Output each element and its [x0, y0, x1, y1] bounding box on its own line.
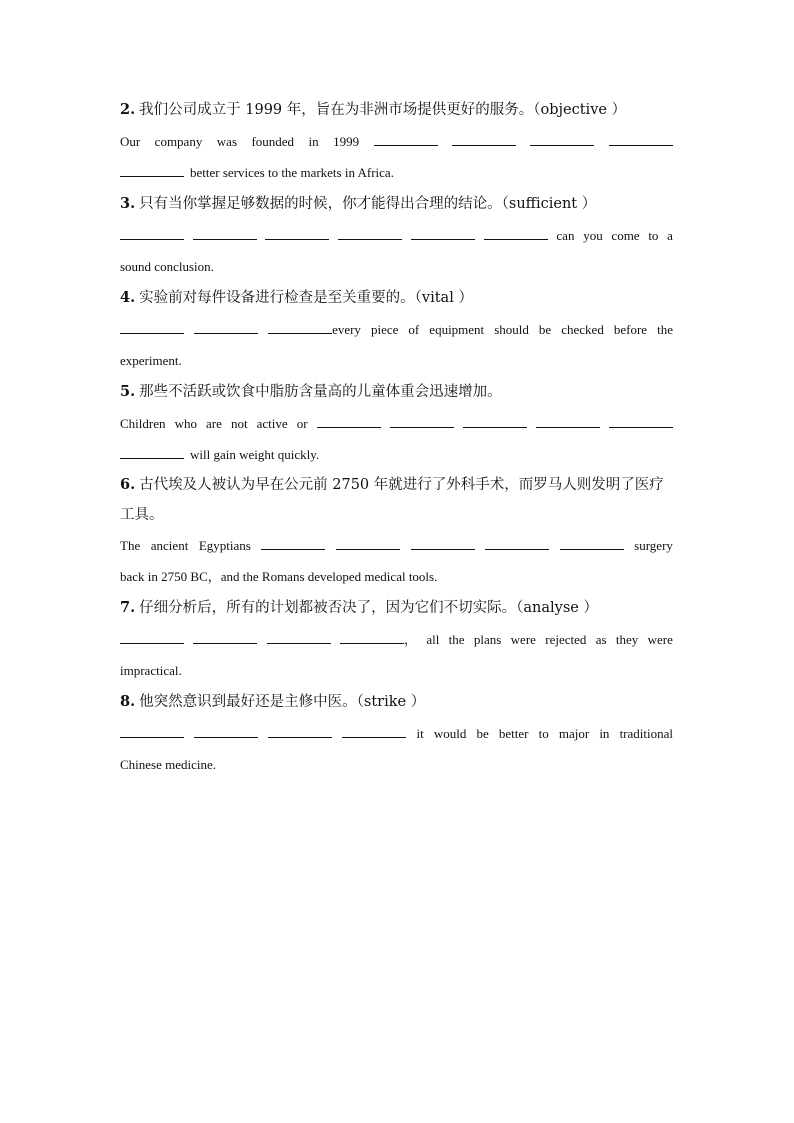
answer-blank[interactable]	[411, 225, 475, 240]
sentence-continuation: experiment.	[120, 353, 182, 368]
keyword-hint: （sufficient ）	[501, 196, 597, 212]
word: would	[433, 726, 467, 741]
answer-blank[interactable]	[120, 162, 184, 177]
answer-blank[interactable]	[120, 629, 184, 644]
answer-blank[interactable]	[120, 319, 184, 334]
question-6-line-1	[120, 530, 673, 561]
question-number: 8.	[120, 693, 136, 710]
word: be	[476, 726, 489, 741]
word: Egyptians	[198, 538, 251, 553]
word: as	[595, 632, 607, 647]
question-6-prompt	[120, 470, 673, 530]
word: were	[510, 632, 536, 647]
answer-blank[interactable]	[261, 535, 325, 550]
chinese-sentence: 古代埃及人被认为早在公元前 2750 年就进行了外科手术，而罗马人则发明了医疗工具。	[120, 477, 664, 523]
word: be	[538, 322, 552, 337]
word: company	[154, 134, 203, 149]
answer-blank[interactable]	[268, 723, 332, 738]
question-number: 6.	[120, 476, 136, 493]
word: piece	[370, 322, 399, 337]
answer-blank[interactable]	[411, 535, 475, 550]
chinese-sentence: 他突然意识到最好还是主修中医。	[139, 694, 357, 710]
keyword-hint: （objective ）	[533, 102, 627, 118]
answer-blank[interactable]	[120, 225, 184, 240]
word: to	[648, 228, 659, 243]
answer-blank[interactable]	[317, 413, 381, 428]
question-5-line-1	[120, 408, 673, 439]
word: come	[611, 228, 640, 243]
answer-blank[interactable]	[536, 413, 600, 428]
word: to	[538, 726, 549, 741]
question-number: 7.	[120, 599, 136, 616]
word: The	[120, 538, 141, 553]
word: can	[556, 228, 575, 243]
answer-blank[interactable]	[609, 413, 673, 428]
word: active	[256, 416, 288, 431]
word: the	[657, 322, 673, 337]
answer-blank[interactable]	[463, 413, 527, 428]
question-3-line-1	[120, 220, 673, 251]
word: who	[174, 416, 197, 431]
word: every	[332, 322, 361, 337]
word: ，	[403, 632, 417, 647]
word: you	[583, 228, 603, 243]
question-4-line-2	[120, 345, 673, 376]
answer-blank[interactable]	[336, 535, 400, 550]
answer-blank[interactable]	[609, 131, 673, 146]
answer-blank[interactable]	[120, 444, 184, 459]
word: plans	[473, 632, 502, 647]
word: equipment	[429, 322, 485, 337]
question-number: 4.	[120, 289, 136, 306]
exercise-page	[120, 94, 673, 780]
keyword-hint: （strike ）	[356, 694, 426, 710]
word: are	[206, 416, 222, 431]
question-7-line-2	[120, 655, 673, 686]
answer-blank[interactable]	[120, 723, 184, 738]
answer-blank[interactable]	[193, 225, 257, 240]
word: or	[296, 416, 308, 431]
answer-blank[interactable]	[452, 131, 516, 146]
word: ancient	[150, 538, 189, 553]
question-2-prompt	[120, 94, 673, 126]
word: Our	[120, 134, 141, 149]
answer-blank[interactable]	[338, 225, 402, 240]
answer-blank[interactable]	[374, 131, 438, 146]
question-number: 3.	[120, 195, 136, 212]
answer-blank[interactable]	[265, 225, 329, 240]
question-6-line-2	[120, 561, 673, 592]
chinese-sentence: 只有当你掌握足够数据的时候，你才能得出合理的结论。	[139, 196, 502, 212]
word: the	[448, 632, 465, 647]
question-number: 2.	[120, 101, 136, 118]
word: in	[599, 726, 610, 741]
answer-blank[interactable]	[560, 535, 624, 550]
word: 1999	[333, 134, 360, 149]
chinese-sentence: 那些不活跃或饮食中脂肪含量高的儿童体重会迅速增加。	[139, 384, 502, 400]
sentence-continuation: better services to the markets in Africa.	[190, 165, 394, 180]
word: were	[647, 632, 673, 647]
chinese-sentence: 实验前对每件设备进行检查是至关重要的。	[139, 290, 415, 306]
question-8-prompt	[120, 686, 673, 718]
sentence-continuation: Chinese medicine.	[120, 757, 217, 772]
answer-blank[interactable]	[342, 723, 406, 738]
word: should	[494, 322, 529, 337]
word: before	[613, 322, 648, 337]
question-3-prompt	[120, 188, 673, 220]
word: founded	[251, 134, 295, 149]
question-8-line-1	[120, 718, 673, 749]
question-2-line-2	[120, 157, 673, 188]
question-7-prompt	[120, 592, 673, 624]
word: major	[558, 726, 590, 741]
word: Children	[120, 416, 166, 431]
word: not	[230, 416, 248, 431]
word: was	[216, 134, 237, 149]
word: of	[408, 322, 420, 337]
chinese-sentence: 仔细分析后，所有的计划都被否决了，因为它们不切实际。	[139, 600, 517, 616]
sentence-continuation: back in 2750 BC，and the Romans developed medical tools.	[120, 569, 438, 584]
word: surgery	[634, 538, 673, 553]
answer-blank[interactable]	[194, 319, 258, 334]
word: they	[615, 632, 639, 647]
answer-blank[interactable]	[193, 629, 257, 644]
word: it	[416, 726, 424, 741]
keyword-hint: （vital ）	[414, 290, 473, 306]
question-4-line-1	[120, 314, 673, 345]
answer-blank[interactable]	[194, 723, 258, 738]
question-2-line-1	[120, 126, 673, 157]
answer-blank[interactable]	[485, 535, 549, 550]
answer-blank[interactable]	[484, 225, 548, 240]
answer-blank[interactable]	[267, 629, 331, 644]
answer-blank[interactable]	[340, 629, 404, 644]
answer-blank[interactable]	[530, 131, 594, 146]
question-3-line-2	[120, 251, 673, 282]
word: all	[426, 632, 440, 647]
question-4-prompt	[120, 282, 673, 314]
sentence-continuation: sound conclusion.	[120, 259, 214, 274]
word: a	[667, 228, 673, 243]
answer-blank[interactable]	[268, 319, 332, 334]
question-number: 5.	[120, 383, 136, 400]
question-7-line-1	[120, 624, 673, 655]
chinese-sentence: 我们公司成立于 1999 年，旨在为非洲市场提供更好的服务。	[139, 102, 534, 118]
question-5-prompt	[120, 376, 673, 408]
word: traditional	[619, 726, 673, 741]
question-5-line-2	[120, 439, 673, 470]
word: in	[308, 134, 319, 149]
word: rejected	[545, 632, 587, 647]
question-8-line-2	[120, 749, 673, 780]
answer-blank[interactable]	[390, 413, 454, 428]
keyword-hint: （analyse ）	[516, 600, 598, 616]
word: better	[498, 726, 529, 741]
sentence-continuation: impractical.	[120, 663, 182, 678]
sentence-continuation: will gain weight quickly.	[190, 447, 320, 462]
word: checked	[561, 322, 604, 337]
